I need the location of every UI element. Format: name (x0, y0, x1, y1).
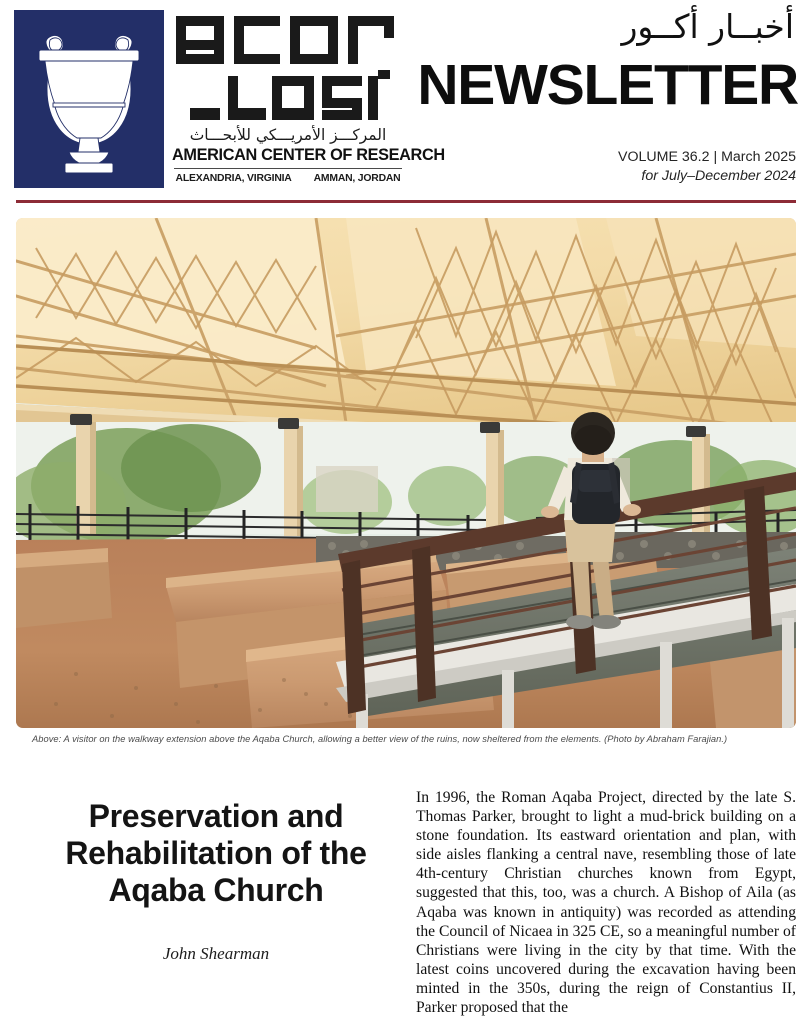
aqaba-church-photo-illustration (16, 218, 796, 728)
organization-english-name: AMERICAN CENTER OF RESEARCH (172, 146, 445, 164)
hero-photo-caption: Above: A visitor on the walkway extension above the Aqaba Church, allowing a better view of the ruins, now sheltered from the elements. (Photo by Abraham Farajian.) (32, 734, 728, 744)
organization-cities (172, 172, 404, 186)
acor-logo-mark (14, 10, 164, 188)
hero-photo (16, 218, 796, 728)
masthead-red-rule (16, 200, 796, 203)
city-alexandria: ALEXANDRIA, VIRGINIA (175, 173, 292, 184)
newsletter-volume: VOLUME 36.2 | March 2025 (618, 149, 796, 165)
article-byline: John Shearman (162, 944, 270, 963)
acor-wordmark (172, 8, 404, 126)
newsletter-period: for July–December 2024 (641, 168, 796, 184)
article-section (16, 788, 796, 1024)
article-headline: Preservation and Rehabilitation of the Aqaba Church (65, 798, 367, 908)
organization-arabic-name: المركـــز الأمريـــكي للأبحـــاث (189, 126, 387, 144)
krater-vase-icon (14, 10, 164, 188)
headline-column (30, 798, 402, 965)
organization-divider (174, 168, 402, 169)
article-body-text: In 1996, the Roman Aqaba Project, directed by the late S. Thomas Parker, brought to light a mud-brick building on a stone foundation. Its eastward orientation and plan, with side aisles flanking a central nave, resembling those of late 4th-century Christian churches known from Egypt, suggested that this, too, was a church. A Bishop of Aila (as Aqaba was known in antiquity) was recorded as attending the Council of Nicaea in 325 CE, so a meaningful number of Christians were living in the city by that time. With the latest coins uncovered during the excavation having been minted in the 350s, during the reign of Constantius II, Parker proposed that the (416, 789, 796, 1017)
newsletter-title: NEWSLETTER (417, 53, 798, 117)
newsletter-arabic-title: أخبــار أكــور (621, 7, 794, 46)
city-amman: AMMAN, JORDAN (313, 173, 401, 184)
masthead (0, 0, 812, 200)
